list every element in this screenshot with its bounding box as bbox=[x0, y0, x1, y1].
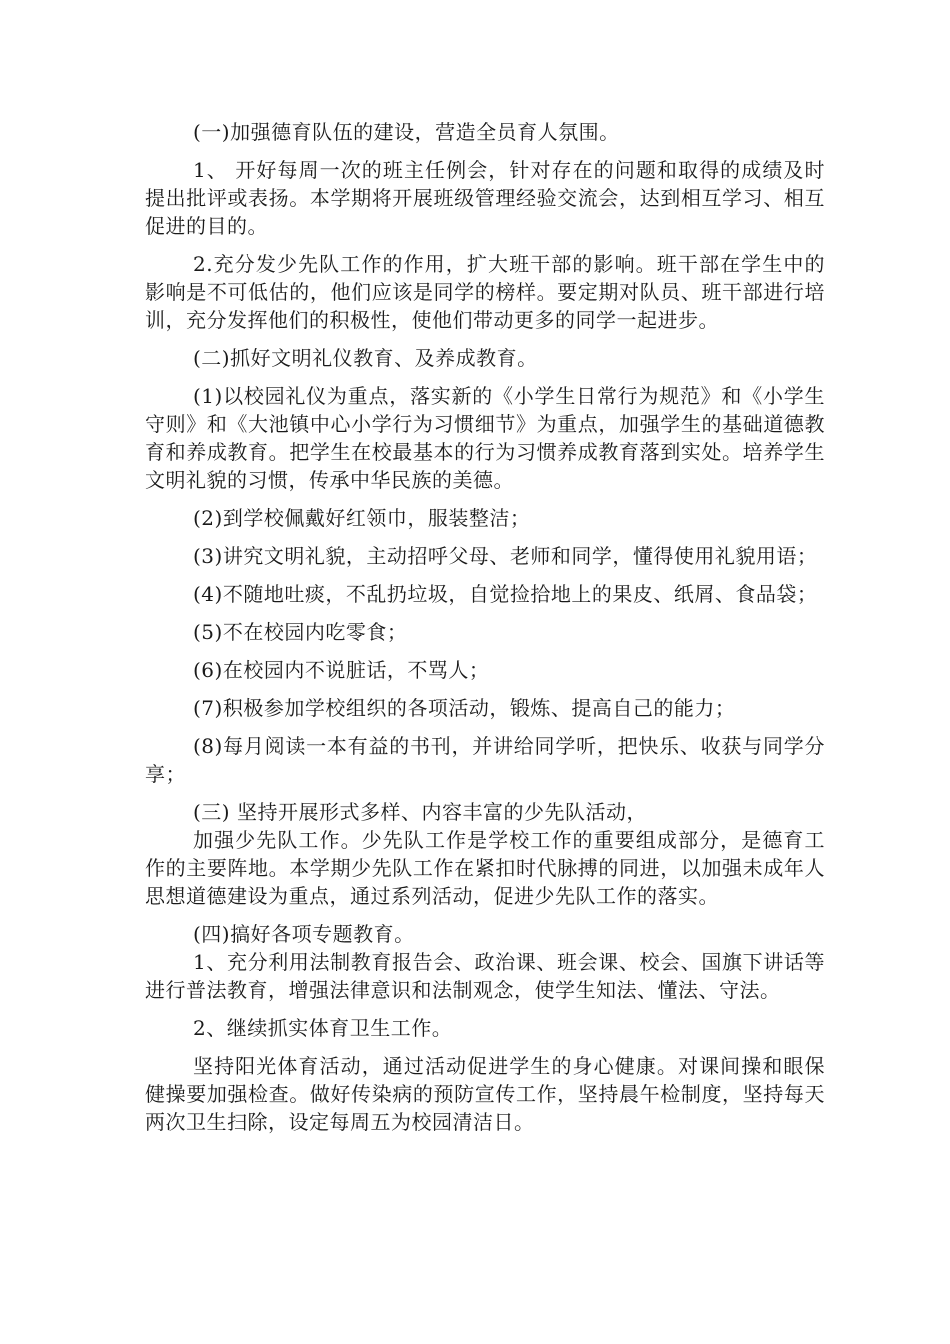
heading-section-1: (一)加强德育队伍的建设，营造全员育人氛围。 bbox=[193, 120, 620, 144]
paragraph-health: 坚持阳光体育活动，通过活动促进学生的身心健康。对课间操和眼保健操要加强检查。做好传染病的预防宣传工作，坚持晨午检制度，坚持每天两次卫生扫除，设定每周五为校园清洁日。 bbox=[145, 1054, 825, 1134]
document-body bbox=[145, 118, 825, 1146]
paragraph-legal-education: 1、充分利用法制教育报告会、政治课、班会课、校会、国旗下讲话等进行普法教育，增强法律意识和法制观念，使学生知法、懂法、守法。 bbox=[145, 950, 825, 1002]
heading-section-2: (二)抓好文明礼仪教育、及养成教育。 bbox=[193, 346, 538, 370]
paragraph-etiquette-1: (1)以校园礼仪为重点，落实新的《小学生日常行为规范》和《小学生守则》和《大池镇中心小学行为习惯细节》为重点，加强学生的基础道德教育和养成教育。把学生在校最基本的行为习惯养成教育落到实处。培养学生文明礼貌的习惯，传承中华民族的美德。 bbox=[145, 384, 825, 492]
paragraph-etiquette-8: (8)每月阅读一本有益的书刊，并讲给同学听，把快乐、收获与同学分享； bbox=[145, 734, 825, 786]
paragraph-etiquette-6: (6)在校园内不说脏话，不骂人； bbox=[193, 658, 490, 682]
heading-section-3: (三) 坚持开展形式多样、内容丰富的少先队活动， bbox=[193, 800, 647, 824]
paragraph-pioneers: 加强少先队工作。少先队工作是学校工作的重要组成部分，是德育工作的主要阵地。本学期少先队工作在紧扣时代脉搏的同进，以加强未成年人思想道德建设为重点，通过系列活动，促进少先队工作的落实。 bbox=[145, 828, 825, 908]
paragraph-etiquette-3: (3)讲究文明礼貌，主动招呼父母、老师和同学，懂得使用礼貌用语； bbox=[193, 544, 818, 568]
paragraph-item-2: 2.充分发少先队工作的作用，扩大班干部的影响。班干部在学生中的影响是不可低估的，他们应该是同学的榜样。要定期对队员、班干部进行培训，充分发挥他们的积极性，使他们带动更多的同学一起进步。 bbox=[145, 252, 825, 332]
paragraph-etiquette-2: (2)到学校佩戴好红领巾，服装整洁； bbox=[193, 506, 531, 530]
paragraph-etiquette-7: (7)积极参加学校组织的各项活动，锻炼、提高自己的能力； bbox=[193, 696, 736, 720]
subheading-health: 2、继续抓实体育卫生工作。 bbox=[193, 1016, 453, 1040]
paragraph-item-1: 1、 开好每周一次的班主任例会，针对存在的问题和取得的成绩及时提出批评或表扬。本学期将开展班级管理经验交流会，达到相互学习、相互促进的目的。 bbox=[145, 158, 825, 238]
heading-section-4: (四)搞好各项专题教育。 bbox=[193, 922, 415, 946]
paragraph-etiquette-5: (5)不在校园内吃零食； bbox=[193, 620, 408, 644]
paragraph-etiquette-4: (4)不随地吐痰，不乱扔垃圾，自觉捡拾地上的果皮、纸屑、食品袋； bbox=[193, 582, 818, 606]
